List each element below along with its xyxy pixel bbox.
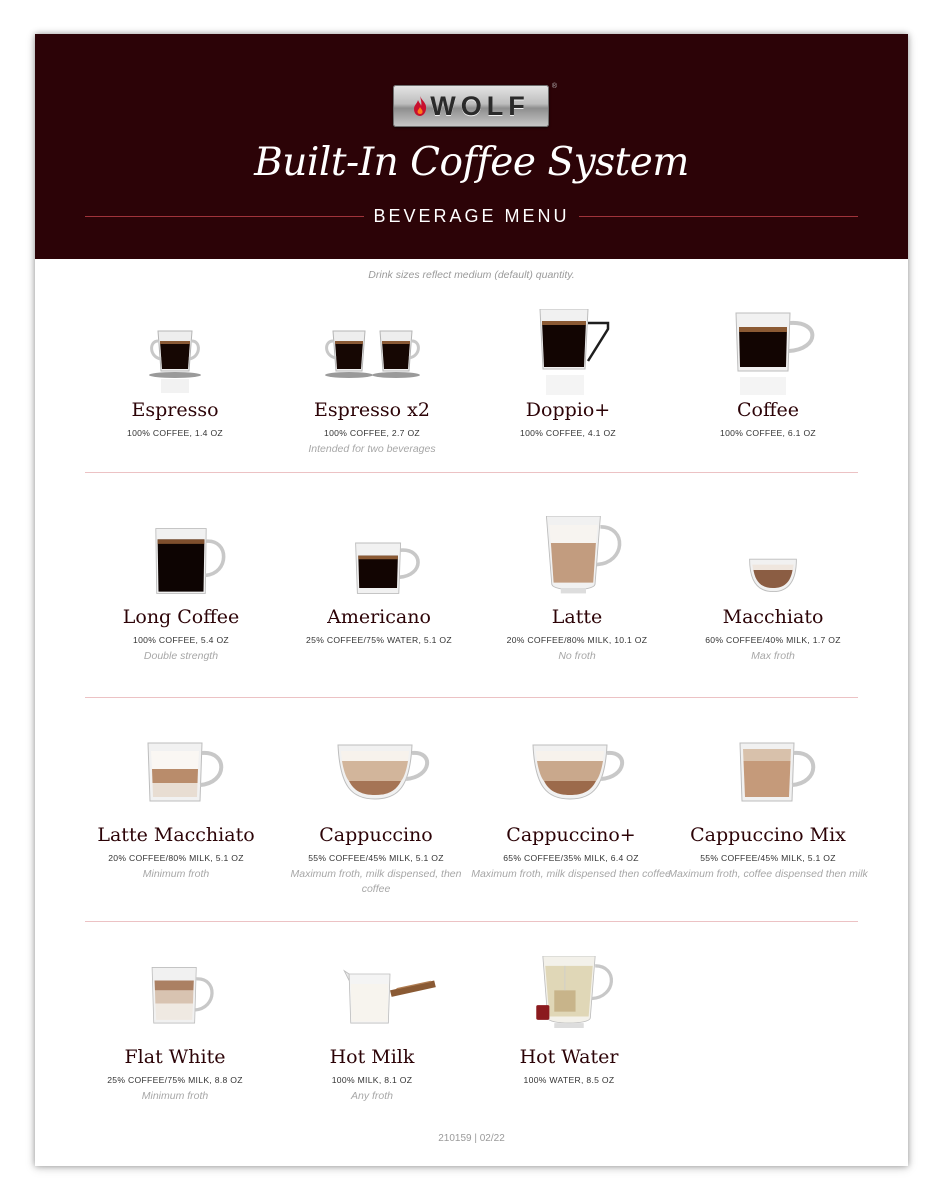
beverage-spec: 100% COFFEE, 1.4 OZ (127, 428, 223, 438)
beverage-spec: 100% WATER, 8.5 OZ (523, 1075, 615, 1085)
beverage-spec: 60% COFFEE/40% MILK, 1.7 OZ (705, 635, 841, 645)
beverage-item-espresso-x2[interactable] (272, 309, 472, 457)
wolf-logo: WOLF ® (393, 85, 549, 127)
beverage-spec: 25% COFFEE/75% WATER, 5.1 OZ (306, 635, 452, 645)
beverage-spec: 55% COFFEE/45% MILK, 5.1 OZ (308, 853, 444, 863)
beverage-item-espresso[interactable] (75, 309, 275, 442)
beverage-desc: Any froth (350, 1090, 394, 1102)
menu-sheet (35, 34, 908, 1166)
beverage-spec: 20% COFFEE/80% MILK, 5.1 OZ (108, 853, 244, 863)
beverage-item-cappuccino-mix[interactable] (668, 734, 868, 882)
beverage-spec: 100% COFFEE, 4.1 OZ (520, 428, 616, 438)
latte-macchiato-glass-icon (76, 734, 276, 824)
beverage-desc: Intended for two beverages (308, 443, 436, 455)
beverage-name: Hot Water (519, 1046, 619, 1068)
header-banner (35, 34, 908, 259)
beverage-name: Americano (327, 606, 431, 628)
beverage-item-macchiato[interactable] (673, 516, 873, 664)
cappuccino-cup-icon (276, 734, 476, 824)
beverage-item-latte-macchiato[interactable] (76, 734, 276, 882)
beverage-name: Coffee (737, 399, 799, 421)
flat-white-glass-icon (75, 956, 275, 1046)
beverage-spec: 20% COFFEE/80% MILK, 10.1 OZ (506, 635, 648, 645)
beverage-spec: 100% COFFEE, 5.4 OZ (133, 635, 229, 645)
beverage-desc: Maximum froth, coffee dispensed then milk (668, 868, 868, 880)
subtitle-row (85, 202, 858, 230)
beverage-name: Doppio+ (525, 399, 611, 421)
doppio-glass-icon (468, 309, 668, 399)
cappuccino-mix-glass-icon (668, 734, 868, 824)
latte-mug-icon (477, 516, 677, 606)
flame-icon (412, 95, 428, 117)
beverage-desc: Minimum froth (141, 1090, 209, 1102)
macchiato-glass-icon (673, 516, 873, 606)
beverage-name: Flat White (124, 1046, 226, 1068)
beverage-item-americano[interactable] (279, 516, 479, 649)
divider (85, 216, 364, 217)
tea-mug-icon (469, 956, 669, 1046)
beverage-item-flat-white[interactable] (75, 956, 275, 1104)
beverage-name: Latte Macchiato (97, 824, 255, 846)
beverage-item-hot-water[interactable] (469, 956, 669, 1089)
beverage-spec: 65% COFFEE/35% MILK, 6.4 OZ (503, 853, 639, 863)
beverage-name: Hot Milk (329, 1046, 415, 1068)
divider (579, 216, 858, 217)
row-divider (85, 472, 858, 473)
beverage-desc: Double strength (143, 650, 219, 662)
beverage-name: Cappuccino (319, 824, 433, 846)
beverage-name: Latte (551, 606, 603, 628)
beverage-name: Long Coffee (122, 606, 240, 628)
row-divider (85, 921, 858, 922)
beverage-item-doppio-plus[interactable] (468, 309, 668, 442)
beverage-name: Cappuccino Mix (690, 824, 846, 846)
beverage-name: Espresso (131, 399, 219, 421)
page-subtitle: BEVERAGE MENU (373, 205, 570, 226)
beverage-desc: Maximum froth, milk dispensed then coffee (471, 868, 671, 880)
size-note: Drink sizes reflect medium (default) quantity. (368, 269, 575, 281)
cappuccino-plus-cup-icon (471, 734, 671, 824)
beverage-desc: Max froth (751, 650, 795, 662)
beverage-item-cappuccino-plus[interactable] (471, 734, 671, 882)
beverage-desc: No froth (558, 650, 596, 662)
beverage-desc: Minimum froth (142, 868, 210, 880)
logo-text: WOLF (430, 90, 530, 121)
row-divider (85, 697, 858, 698)
beverage-item-long-coffee[interactable] (81, 516, 281, 664)
long-coffee-mug-icon (81, 516, 281, 606)
beverage-item-latte[interactable] (477, 516, 677, 664)
beverage-name: Espresso x2 (314, 399, 430, 421)
beverage-desc: Maximum froth, milk dispensed, then coffee (290, 868, 462, 895)
espresso-cup-icon (75, 309, 275, 399)
americano-glass-icon (279, 516, 479, 606)
beverage-item-coffee[interactable] (668, 309, 868, 442)
double-espresso-cups-icon (272, 309, 472, 399)
beverage-item-cappuccino[interactable] (276, 734, 476, 897)
beverage-spec: 55% COFFEE/45% MILK, 5.1 OZ (700, 853, 836, 863)
beverage-spec: 100% MILK, 8.1 OZ (331, 1075, 413, 1085)
beverage-name: Cappuccino+ (506, 824, 636, 846)
page-title: Built-In Coffee System (254, 140, 689, 185)
coffee-glass-icon (668, 309, 868, 399)
beverage-name: Macchiato (722, 606, 824, 628)
milk-pitcher-icon (272, 956, 472, 1046)
beverage-spec: 100% COFFEE, 6.1 OZ (720, 428, 816, 438)
document-code: 210159 | 02/22 (438, 1133, 505, 1144)
beverage-item-hot-milk[interactable] (272, 956, 472, 1104)
beverage-spec: 25% COFFEE/75% MILK, 8.8 OZ (107, 1075, 243, 1085)
beverage-spec: 100% COFFEE, 2.7 OZ (324, 428, 420, 438)
